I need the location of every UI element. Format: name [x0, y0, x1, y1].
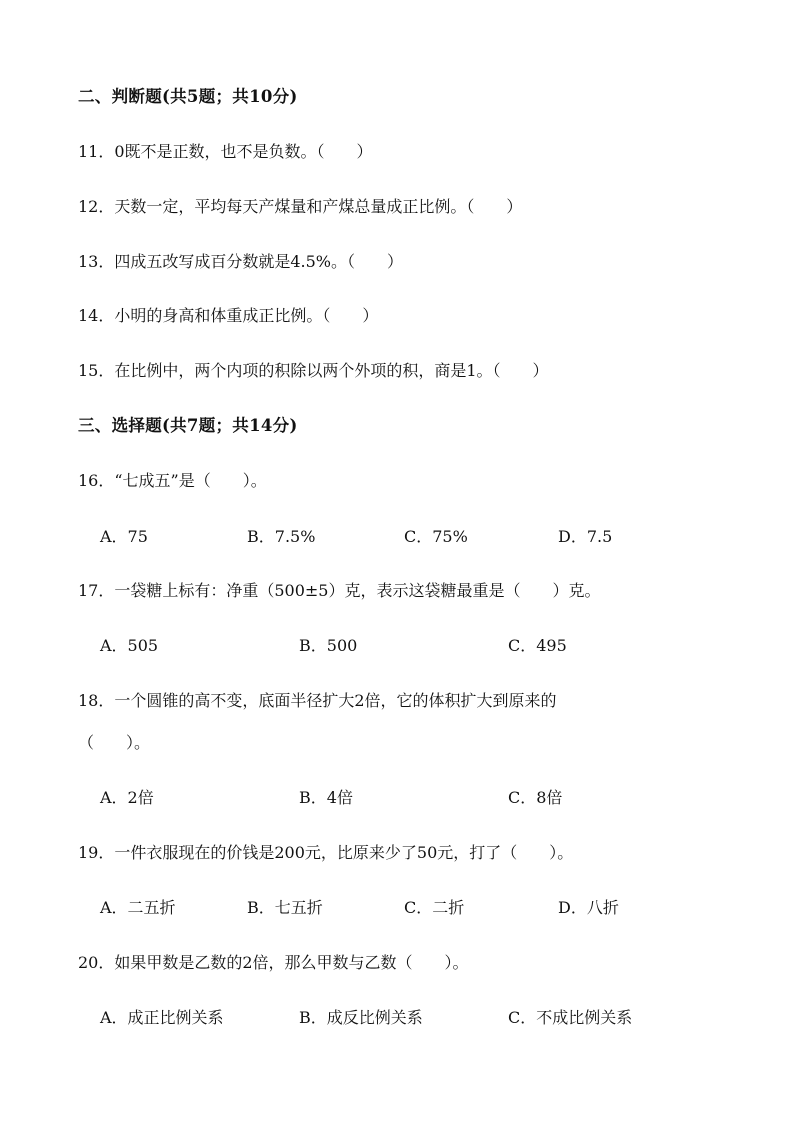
- section-heading-choice: 三、选择题(共7题；共14分): [78, 416, 298, 435]
- question-14: 14．小明的身高和体重成正比例。（ ）: [78, 306, 379, 325]
- question-19: 19．一件衣服现在的价钱是200元，比原来少了50元，打了（ ）。: [78, 843, 574, 862]
- question-11: 11．0既不是正数，也不是负数。（ ）: [78, 142, 373, 161]
- section-heading-judge: 二、判断题(共5题；共10分): [78, 87, 298, 106]
- q19-option-d: D．八折: [558, 898, 619, 917]
- q17-option-b: B．500: [299, 636, 358, 655]
- q18-option-b: B．4倍: [299, 788, 353, 807]
- question-18-continuation: （ ）。: [78, 733, 151, 752]
- q19-option-a: A．二五折: [100, 898, 176, 917]
- question-16: 16．“七成五”是（ ）。: [78, 471, 267, 490]
- q16-option-b: B．7.5%: [247, 527, 316, 546]
- q17-option-c: C．495: [508, 636, 567, 655]
- q19-option-c: C．二折: [404, 898, 465, 917]
- q18-option-c: C．8倍: [508, 788, 563, 807]
- q16-option-c: C．75%: [404, 527, 468, 546]
- q20-option-a: A．成正比例关系: [100, 1008, 224, 1027]
- question-13: 13．四成五改写成百分数就是4.5%。（ ）: [78, 252, 404, 271]
- q16-option-d: D．7.5: [558, 527, 613, 546]
- question-20: 20．如果甲数是乙数的2倍，那么甲数与乙数（ ）。: [78, 953, 469, 972]
- q18-option-a: A．2倍: [100, 788, 154, 807]
- q20-option-b: B．成反比例关系: [299, 1008, 423, 1027]
- q19-option-b: B．七五折: [247, 898, 323, 917]
- question-12: 12．天数一定，平均每天产煤量和产煤总量成正比例。（ ）: [78, 197, 523, 216]
- q16-option-a: A．75: [100, 527, 148, 546]
- q17-option-a: A．505: [100, 636, 159, 655]
- question-18: 18．一个圆锥的高不变，底面半径扩大2倍，它的体积扩大到原来的: [78, 691, 557, 710]
- q20-option-c: C．不成比例关系: [508, 1008, 633, 1027]
- question-15: 15．在比例中，两个内项的积除以两个外项的积，商是1。（ ）: [78, 361, 549, 380]
- question-17: 17．一袋糖上标有：净重（500±5）克，表示这袋糖最重是（ ）克。: [78, 581, 601, 600]
